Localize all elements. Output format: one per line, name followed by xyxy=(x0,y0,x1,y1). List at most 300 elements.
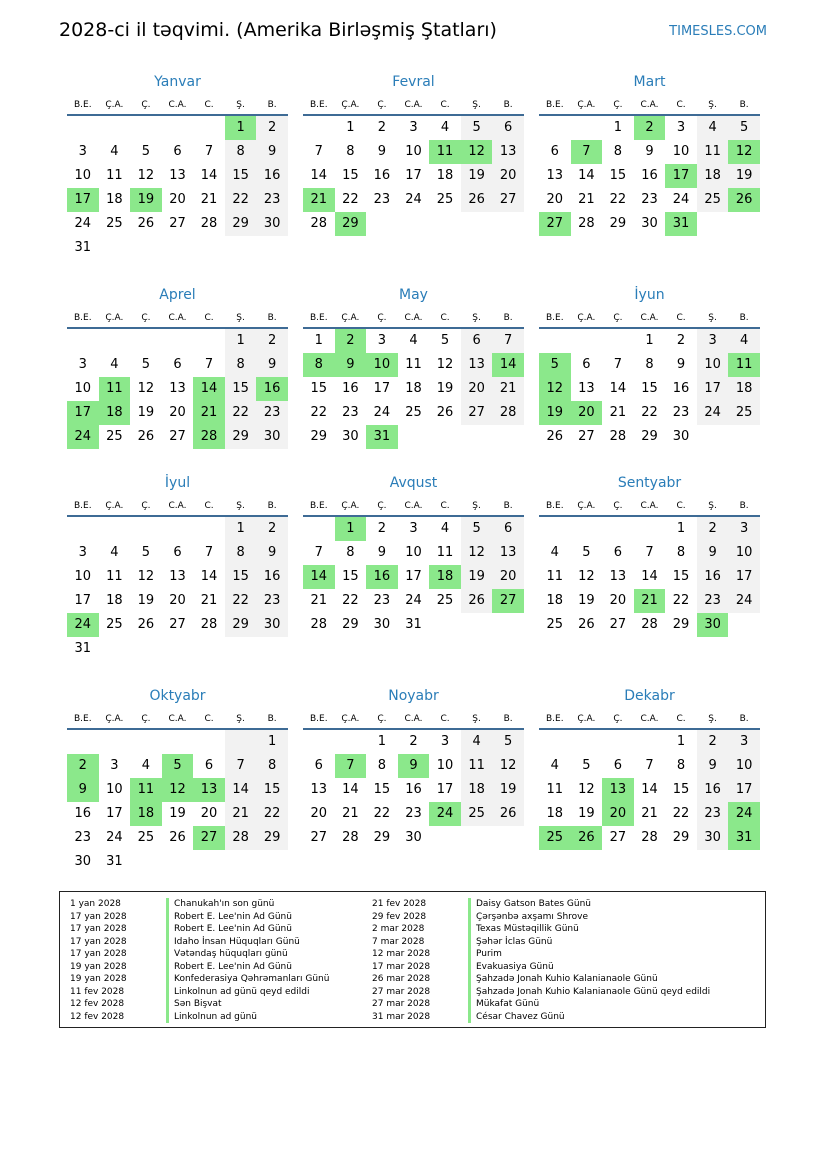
day-cell: 1 xyxy=(346,120,355,135)
day-cell: 3 xyxy=(440,734,450,749)
weekday-label: C.A. xyxy=(404,313,423,323)
day-cell: 9 xyxy=(676,357,686,372)
day-cell: 3 xyxy=(110,758,119,773)
day-cell: 18 xyxy=(546,593,564,608)
day-cell: 11 xyxy=(429,140,461,164)
day-cell: 16 xyxy=(405,782,422,797)
day-cell: 2 xyxy=(377,120,387,135)
day-cell: 29 xyxy=(641,429,658,444)
legend-date: 7 mar 2028 xyxy=(372,936,425,947)
day-cell: 7 xyxy=(613,357,623,372)
weekday-header xyxy=(67,497,288,517)
legend-holiday-name: Vətəndaş hüquqları günü xyxy=(166,948,288,961)
day-cell: 27 xyxy=(492,188,524,212)
day-cell: 28 xyxy=(641,830,658,845)
day-cell: 8 xyxy=(225,541,257,565)
day-cell: 13 xyxy=(492,541,524,565)
empty-day xyxy=(162,116,194,140)
empty-day xyxy=(67,517,99,541)
legend-row xyxy=(70,998,329,1011)
day-cell: 13 xyxy=(310,782,328,797)
weekday-label: B. xyxy=(267,100,277,110)
day-cell: 10 xyxy=(728,541,760,565)
day-grid xyxy=(539,517,760,637)
weekday-label: C. xyxy=(676,501,686,511)
day-cell: 18 xyxy=(405,381,422,396)
day-cell: 25 xyxy=(106,216,123,231)
day-cell: 26 xyxy=(578,617,595,632)
empty-day xyxy=(539,517,571,541)
day-cell: 13 xyxy=(169,569,186,584)
legend-row xyxy=(372,923,710,936)
day-cell: 13 xyxy=(193,778,225,802)
day-cell: 29 xyxy=(310,429,328,444)
weekday-label: Ç. xyxy=(377,313,387,323)
day-cell: 31 xyxy=(106,854,123,869)
weekday-label: Ş. xyxy=(708,100,717,110)
day-cell: 16 xyxy=(672,381,690,396)
day-cell: 23 xyxy=(405,806,422,821)
legend-row xyxy=(372,911,710,924)
weekday-label: Ç. xyxy=(377,100,387,110)
day-cell: 13 xyxy=(602,778,634,802)
day-cell: 16 xyxy=(256,164,288,188)
legend-holiday-name: Robert E. Lee'nin Ad Günü xyxy=(166,961,292,974)
legend-row xyxy=(70,973,329,986)
day-cell: 2 xyxy=(256,517,288,541)
empty-day xyxy=(602,329,634,353)
day-cell: 7 xyxy=(645,545,654,560)
day-cell: 25 xyxy=(461,802,493,826)
day-cell: 23 xyxy=(672,405,690,420)
empty-day xyxy=(461,212,493,236)
day-cell: 13 xyxy=(578,381,595,396)
day-cell: 24 xyxy=(728,802,760,826)
month-i̇yun xyxy=(539,285,760,449)
legend-row xyxy=(70,986,329,999)
weekday-label: C.A. xyxy=(640,501,659,511)
day-cell: 9 xyxy=(377,144,387,159)
empty-day xyxy=(162,329,194,353)
empty-day xyxy=(162,517,194,541)
day-cell: 1 xyxy=(676,734,686,749)
empty-day xyxy=(492,212,524,236)
day-cell: 21 xyxy=(193,401,225,425)
day-cell: 13 xyxy=(609,569,627,584)
empty-day xyxy=(99,116,131,140)
day-cell: 20 xyxy=(169,405,186,420)
legend-date: 21 fev 2028 xyxy=(372,899,427,909)
legend-date: 12 fev 2028 xyxy=(70,999,125,1009)
weekday-label: B.E. xyxy=(545,100,564,110)
day-cell: 9 xyxy=(335,353,367,377)
day-cell: 30 xyxy=(641,216,658,231)
day-cell: 20 xyxy=(200,806,218,821)
day-cell: 8 xyxy=(613,144,623,159)
weekday-label: B.E. xyxy=(73,313,92,323)
weekday-label: B. xyxy=(503,100,513,110)
weekday-label: Ç. xyxy=(141,313,151,323)
day-cell: 6 xyxy=(613,545,623,560)
day-cell: 4 xyxy=(440,120,450,135)
day-cell: 6 xyxy=(314,758,323,773)
empty-day xyxy=(99,730,131,754)
weekday-label: C.A. xyxy=(404,100,423,110)
day-cell: 27 xyxy=(169,429,186,444)
day-cell: 11 xyxy=(546,569,564,584)
day-cell: 7 xyxy=(335,754,367,778)
day-cell: 22 xyxy=(373,806,391,821)
weekday-label: Ç.A. xyxy=(105,313,124,323)
day-cell: 14 xyxy=(225,778,257,802)
day-cell: 18 xyxy=(106,192,123,207)
day-cell: 23 xyxy=(342,405,359,420)
day-cell: 19 xyxy=(578,806,595,821)
day-grid xyxy=(67,730,288,874)
day-cell: 20 xyxy=(609,593,627,608)
day-cell: 22 xyxy=(342,192,359,207)
weekday-label: Ş. xyxy=(236,501,245,511)
day-cell: 29 xyxy=(342,617,359,632)
legend-date: 19 yan 2028 xyxy=(70,961,127,972)
day-cell: 11 xyxy=(106,168,123,183)
empty-day xyxy=(429,425,461,449)
legend-holiday-name: Robert E. Lee'nin Ad Günü xyxy=(166,911,292,924)
day-cell: 29 xyxy=(225,425,257,449)
legend-holiday-name: Konfederasiya Qəhrəmanları Günü xyxy=(166,973,329,986)
month-aprel xyxy=(67,285,288,449)
empty-day xyxy=(130,116,162,140)
day-cell: 14 xyxy=(200,569,218,584)
weekday-label: Ş. xyxy=(236,714,245,724)
day-cell: 19 xyxy=(130,188,162,212)
month-name: Yanvar xyxy=(154,74,201,90)
day-cell: 13 xyxy=(492,140,524,164)
day-cell: 21 xyxy=(310,593,328,608)
day-cell: 25 xyxy=(106,617,123,632)
day-cell: 8 xyxy=(225,140,257,164)
weekday-label: B.E. xyxy=(545,313,564,323)
day-cell: 31 xyxy=(74,240,92,255)
weekday-label: C. xyxy=(204,313,214,323)
month-may xyxy=(303,285,524,449)
legend-date: 17 mar 2028 xyxy=(372,961,431,972)
day-cell: 29 xyxy=(609,216,627,231)
day-cell: 7 xyxy=(314,144,323,159)
day-cell: 31 xyxy=(366,425,398,449)
weekday-label: Ç.A. xyxy=(577,714,596,724)
day-cell: 23 xyxy=(697,589,729,613)
day-cell: 5 xyxy=(461,116,493,140)
day-cell: 7 xyxy=(645,758,654,773)
weekday-label: C. xyxy=(440,100,450,110)
month-noyabr xyxy=(303,686,524,850)
day-cell: 22 xyxy=(609,192,627,207)
weekday-label: C. xyxy=(440,714,450,724)
day-cell: 23 xyxy=(641,192,658,207)
day-cell: 5 xyxy=(582,545,591,560)
empty-day xyxy=(697,425,729,449)
day-cell: 27 xyxy=(193,826,225,850)
day-cell: 21 xyxy=(200,192,218,207)
day-cell: 27 xyxy=(169,216,186,231)
day-cell: 5 xyxy=(141,144,151,159)
day-cell: 3 xyxy=(697,329,729,353)
day-cell: 28 xyxy=(342,830,359,845)
day-cell: 18 xyxy=(546,806,564,821)
day-cell: 16 xyxy=(256,377,288,401)
day-cell: 27 xyxy=(609,830,627,845)
day-cell: 15 xyxy=(225,164,257,188)
day-cell: 17 xyxy=(373,381,391,396)
day-grid xyxy=(67,329,288,449)
weekday-label: B.E. xyxy=(73,501,92,511)
weekday-label: C.A. xyxy=(168,100,187,110)
weekday-label: Ç.A. xyxy=(341,714,360,724)
day-cell: 27 xyxy=(539,212,571,236)
weekday-label: C.A. xyxy=(404,714,423,724)
weekday-label: Ş. xyxy=(472,714,481,724)
empty-day xyxy=(728,212,760,236)
day-cell: 1 xyxy=(613,120,623,135)
legend-holiday-name: César Chavez Günü xyxy=(468,1011,565,1024)
day-cell: 13 xyxy=(461,353,493,377)
weekday-label: Ş. xyxy=(708,313,717,323)
day-cell: 30 xyxy=(74,854,92,869)
day-cell: 2 xyxy=(67,754,99,778)
day-cell: 12 xyxy=(492,754,524,778)
empty-day xyxy=(602,730,634,754)
day-cell: 27 xyxy=(609,617,627,632)
day-cell: 7 xyxy=(225,754,257,778)
day-cell: 4 xyxy=(141,758,151,773)
day-cell: 28 xyxy=(225,826,257,850)
day-cell: 4 xyxy=(110,357,119,372)
empty-day xyxy=(728,613,760,637)
day-cell: 24 xyxy=(405,593,422,608)
day-cell: 2 xyxy=(256,329,288,353)
weekday-label: Ş. xyxy=(472,501,481,511)
legend-holiday-name: Robert E. Lee'nin Ad Günü xyxy=(166,923,292,936)
day-grid xyxy=(303,517,524,637)
day-cell: 16 xyxy=(697,565,729,589)
day-cell: 10 xyxy=(672,144,690,159)
weekday-label: Ç. xyxy=(613,313,623,323)
day-cell: 6 xyxy=(461,329,493,353)
day-cell: 17 xyxy=(67,401,99,425)
legend-holiday-name: Idaho İnsan Hüquqları Günü xyxy=(166,936,300,949)
day-cell: 12 xyxy=(539,377,571,401)
page-title: 2028-ci il təqvimi. (Amerika Birləşmiş Ştatları) xyxy=(59,19,497,41)
day-cell: 20 xyxy=(169,192,186,207)
day-cell: 5 xyxy=(440,333,450,348)
day-cell: 15 xyxy=(641,381,658,396)
day-cell: 11 xyxy=(436,545,454,560)
day-cell: 3 xyxy=(78,144,87,159)
day-cell: 14 xyxy=(310,168,328,183)
day-cell: 15 xyxy=(225,377,257,401)
day-cell: 6 xyxy=(613,758,623,773)
weekday-label: Ç.A. xyxy=(577,313,596,323)
day-cell: 6 xyxy=(173,144,182,159)
day-cell: 7 xyxy=(571,140,603,164)
day-cell: 14 xyxy=(609,381,627,396)
day-cell: 30 xyxy=(697,613,729,637)
empty-day xyxy=(67,329,99,353)
day-cell: 6 xyxy=(204,758,214,773)
legend-row xyxy=(70,898,329,911)
day-cell: 5 xyxy=(141,357,151,372)
day-cell: 26 xyxy=(546,429,564,444)
day-grid xyxy=(539,329,760,449)
day-cell: 19 xyxy=(492,778,524,802)
month-name: Oktyabr xyxy=(149,688,206,704)
weekday-label: Ç.A. xyxy=(341,313,360,323)
day-cell: 24 xyxy=(429,802,461,826)
weekday-label: C.A. xyxy=(168,501,187,511)
weekday-label: Ş. xyxy=(236,100,245,110)
legend-holiday-name: Evakuasiya Günü xyxy=(468,961,554,974)
day-cell: 15 xyxy=(672,782,690,797)
day-cell: 28 xyxy=(609,429,627,444)
legend-date: 17 yan 2028 xyxy=(70,924,127,934)
weekday-label: Ş. xyxy=(472,313,481,323)
day-cell: 26 xyxy=(137,216,155,231)
day-cell: 2 xyxy=(409,734,418,749)
legend-column-left xyxy=(70,898,329,1023)
day-grid xyxy=(539,730,760,850)
day-cell: 13 xyxy=(169,168,186,183)
day-cell: 16 xyxy=(74,806,92,821)
day-cell: 21 xyxy=(609,405,627,420)
day-cell: 6 xyxy=(173,357,182,372)
day-cell: 19 xyxy=(436,381,454,396)
day-cell: 30 xyxy=(342,429,359,444)
day-cell: 14 xyxy=(578,168,595,183)
site-link[interactable]: TIMESLES.COM xyxy=(669,24,767,39)
empty-day xyxy=(256,236,288,260)
day-cell: 26 xyxy=(137,429,155,444)
weekday-label: Ç.A. xyxy=(577,100,596,110)
day-cell: 21 xyxy=(634,589,666,613)
day-cell: 19 xyxy=(578,593,595,608)
day-cell: 28 xyxy=(641,617,658,632)
legend-date: 31 mar 2028 xyxy=(372,1011,431,1022)
legend-date: 27 mar 2028 xyxy=(372,999,431,1009)
empty-day xyxy=(634,730,666,754)
day-cell: 8 xyxy=(645,357,654,372)
day-cell: 26 xyxy=(728,188,760,212)
day-cell: 14 xyxy=(641,569,658,584)
day-cell: 10 xyxy=(436,758,454,773)
weekday-label: Ş. xyxy=(708,501,717,511)
weekday-label: Ş. xyxy=(236,313,245,323)
day-cell: 2 xyxy=(377,521,387,536)
empty-day xyxy=(492,425,524,449)
weekday-label: Ç.A. xyxy=(105,714,124,724)
weekday-label: B. xyxy=(503,313,513,323)
legend-holiday-name: Sən Bişvat xyxy=(166,998,222,1011)
empty-day xyxy=(225,637,257,661)
empty-day xyxy=(130,730,162,754)
day-cell: 6 xyxy=(173,545,182,560)
day-cell: 27 xyxy=(461,401,493,425)
empty-day xyxy=(130,329,162,353)
day-cell: 2 xyxy=(634,116,666,140)
month-sentyabr xyxy=(539,473,760,637)
legend-date: 27 mar 2028 xyxy=(372,986,431,997)
day-cell: 9 xyxy=(697,754,729,778)
weekday-label: Ç.A. xyxy=(341,501,360,511)
day-cell: 22 xyxy=(672,593,690,608)
day-cell: 22 xyxy=(342,593,359,608)
day-cell: 10 xyxy=(405,545,422,560)
day-cell: 17 xyxy=(697,377,729,401)
empty-day xyxy=(99,517,131,541)
day-cell: 28 xyxy=(310,216,328,231)
empty-day xyxy=(429,613,461,637)
day-cell: 22 xyxy=(225,589,257,613)
weekday-header xyxy=(67,309,288,329)
empty-day xyxy=(602,517,634,541)
day-cell: 19 xyxy=(539,401,571,425)
day-cell: 24 xyxy=(697,401,729,425)
legend-date: 17 yan 2028 xyxy=(70,949,127,959)
empty-day xyxy=(429,212,461,236)
day-cell: 10 xyxy=(405,144,422,159)
day-cell: 20 xyxy=(310,806,328,821)
day-cell: 5 xyxy=(162,754,194,778)
weekday-label: Ç.A. xyxy=(341,100,360,110)
day-cell: 14 xyxy=(342,782,359,797)
day-cell: 6 xyxy=(550,144,559,159)
legend-row xyxy=(70,1011,329,1024)
day-cell: 1 xyxy=(377,734,387,749)
day-cell: 24 xyxy=(373,405,391,420)
day-cell: 9 xyxy=(256,140,288,164)
day-cell: 1 xyxy=(335,517,367,541)
day-cell: 12 xyxy=(578,569,595,584)
day-cell: 14 xyxy=(193,377,225,401)
empty-day xyxy=(461,425,493,449)
day-cell: 6 xyxy=(492,517,524,541)
month-name: Sentyabr xyxy=(617,475,682,491)
weekday-label: C.A. xyxy=(404,501,423,511)
month-name: Noyabr xyxy=(388,688,439,704)
legend-row xyxy=(70,948,329,961)
day-cell: 12 xyxy=(137,168,155,183)
day-cell: 20 xyxy=(461,377,493,401)
day-cell: 8 xyxy=(676,758,686,773)
day-cell: 16 xyxy=(366,565,398,589)
weekday-header xyxy=(303,497,524,517)
day-cell: 4 xyxy=(440,521,450,536)
day-cell: 9 xyxy=(377,545,387,560)
day-cell: 8 xyxy=(346,545,355,560)
legend-date: 17 yan 2028 xyxy=(70,911,127,922)
weekday-label: B.E. xyxy=(73,100,92,110)
weekday-label: Ç. xyxy=(613,501,623,511)
empty-day xyxy=(67,730,99,754)
day-cell: 2 xyxy=(697,730,729,754)
weekday-label: C. xyxy=(440,501,450,511)
day-cell: 12 xyxy=(461,140,493,164)
legend-row xyxy=(372,936,710,949)
legend-row xyxy=(372,961,710,974)
day-cell: 29 xyxy=(225,613,257,637)
day-grid xyxy=(303,730,524,850)
legend-holiday-name: Şəhər İclas Günü xyxy=(468,936,552,949)
